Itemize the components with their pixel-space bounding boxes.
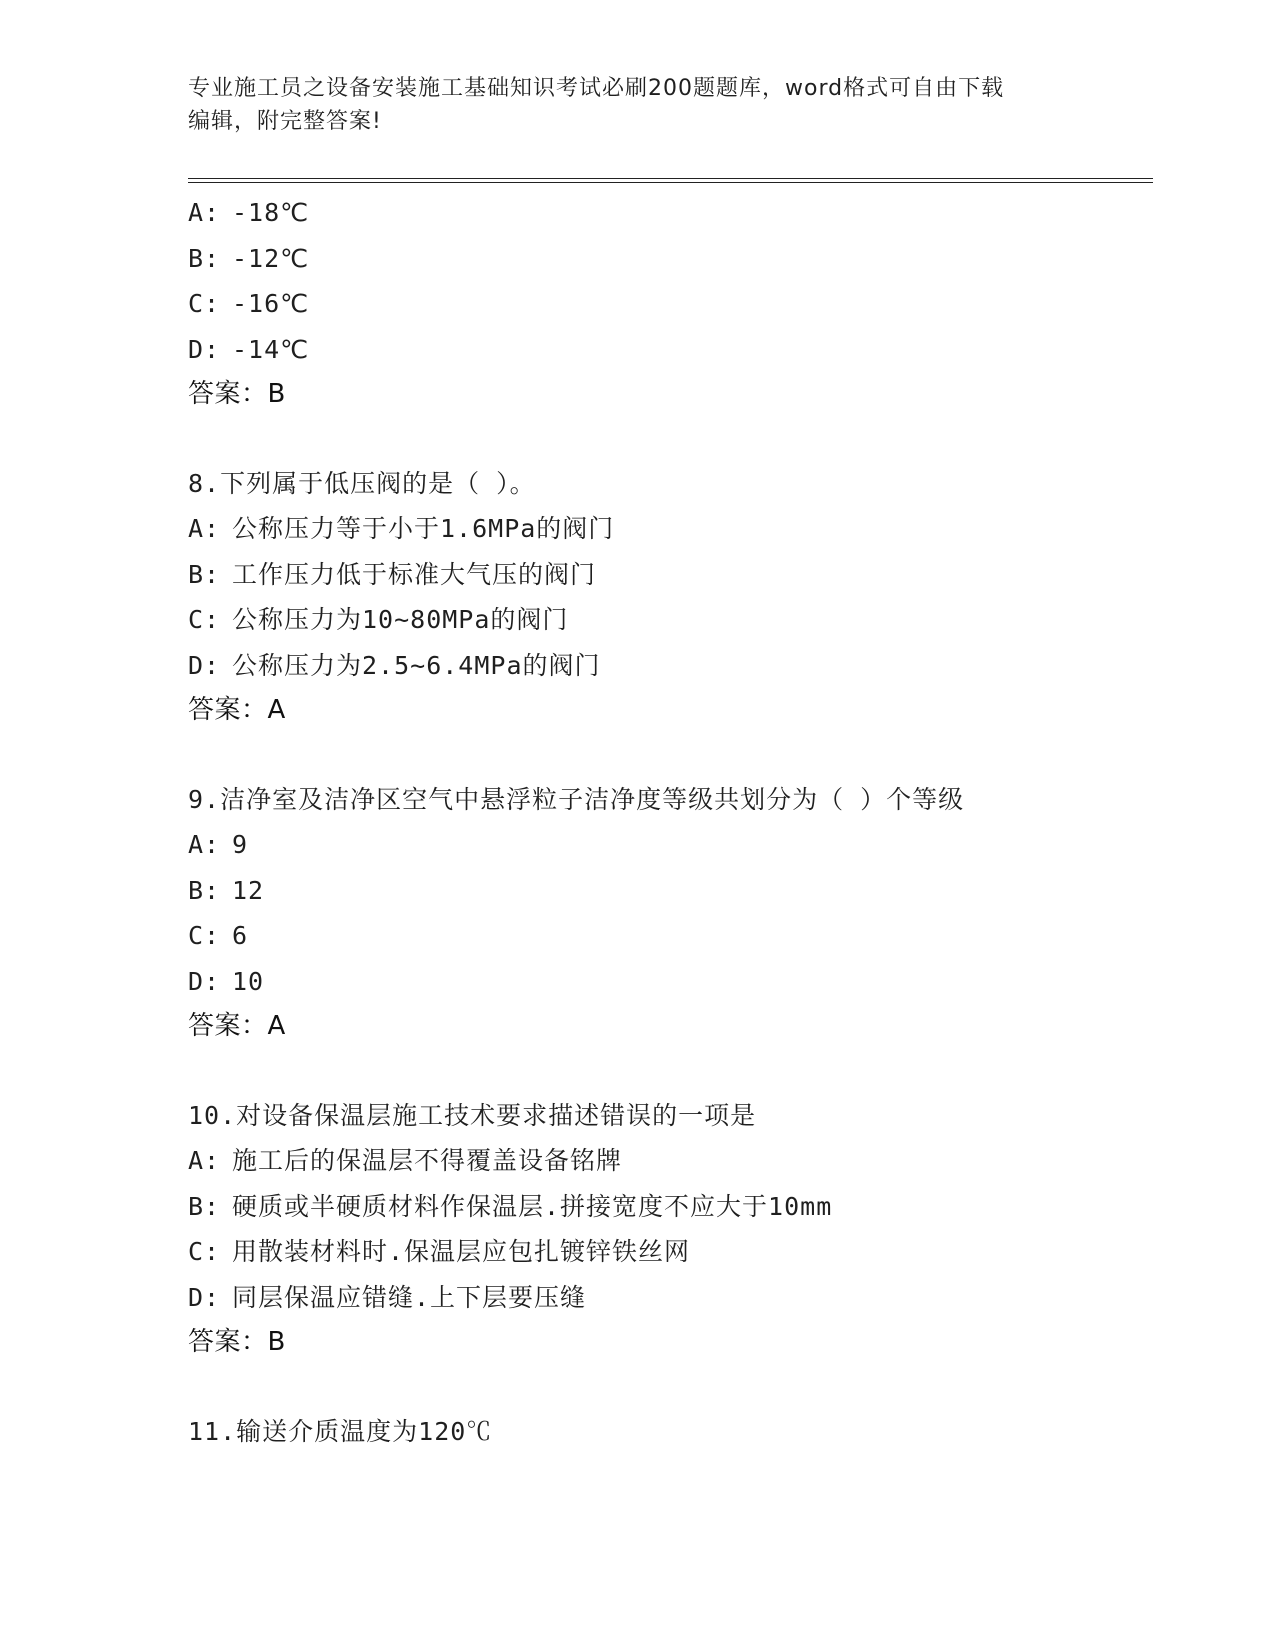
option-a <box>188 506 1148 552</box>
header-divider <box>188 178 1153 183</box>
option-c <box>188 281 1148 327</box>
option-text: 公称压力等于小于1.6MPa的阀门 <box>232 514 615 543</box>
question-8 <box>188 461 1148 734</box>
option-text: 6 <box>232 921 249 950</box>
option-label: C: <box>188 921 221 950</box>
spacer <box>188 734 1148 777</box>
option-c <box>188 913 1148 959</box>
option-d <box>188 959 1148 1005</box>
option-text: 硬质或半硬质材料作保温层.拼接宽度不应大于10mm <box>232 1191 833 1221</box>
question-list <box>188 190 1148 1454</box>
option-label: A: <box>188 198 221 227</box>
option-label: C: <box>188 605 221 634</box>
question-text: 8.下列属于低压阀的是（ ）。 <box>188 468 536 498</box>
header-title-line-2: 编辑，附完整答案! <box>188 109 382 134</box>
answer-line: 答案：A <box>188 695 286 725</box>
question-7 <box>188 190 1148 418</box>
option-b <box>188 236 1148 282</box>
option-text: 公称压力为2.5~6.4MPa的阀门 <box>232 650 601 680</box>
option-text: 用散装材料时.保温层应包扎镀锌铁丝网 <box>232 1237 691 1266</box>
option-text: 同层保温应错缝.上下层要压缝 <box>232 1282 587 1312</box>
option-text: 12 <box>232 875 265 905</box>
option-d <box>188 643 1148 689</box>
question-text: 10.对设备保温层施工技术要求描述错误的一项是 <box>188 1100 757 1130</box>
option-text: -16℃ <box>232 289 310 318</box>
answer-line: 答案：B <box>188 379 286 409</box>
option-text: -12℃ <box>232 243 310 273</box>
question-text: 9.洁净室及洁净区空气中悬浮粒子洁净度等级共划分为（ ）个等级 <box>188 784 965 814</box>
option-label: B: <box>188 1191 221 1221</box>
answer-line: 答案：B <box>188 1327 286 1357</box>
option-text: -18℃ <box>232 198 310 227</box>
option-label: D: <box>188 650 221 680</box>
option-text: 9 <box>232 830 249 859</box>
option-text: -14℃ <box>232 334 310 364</box>
option-label: D: <box>188 966 221 996</box>
option-label: D: <box>188 1282 221 1312</box>
option-a <box>188 190 1148 236</box>
document-header <box>188 72 1088 138</box>
spacer <box>188 1366 1148 1409</box>
option-label: B: <box>188 559 221 589</box>
option-b <box>188 1184 1148 1230</box>
option-text: 工作压力低于标准大气压的阀门 <box>232 559 597 589</box>
option-label: C: <box>188 1237 221 1266</box>
option-label: B: <box>188 243 221 273</box>
option-label: C: <box>188 289 221 318</box>
option-a <box>188 822 1148 868</box>
option-text: 公称压力为10~80MPa的阀门 <box>232 605 569 634</box>
option-label: A: <box>188 830 221 859</box>
option-d <box>188 1275 1148 1321</box>
option-c <box>188 597 1148 643</box>
answer-line: 答案：A <box>188 1011 286 1041</box>
option-label: A: <box>188 1146 221 1175</box>
question-text: 11.输送介质温度为120℃ <box>188 1416 493 1446</box>
header-title-line-1: 专业施工员之设备安装施工基础知识考试必刷200题题库，word格式可自由下载 <box>188 76 1005 101</box>
spacer <box>188 418 1148 461</box>
option-text: 10 <box>232 966 265 996</box>
option-label: B: <box>188 875 221 905</box>
option-label: A: <box>188 514 221 543</box>
option-c <box>188 1229 1148 1275</box>
option-a <box>188 1138 1148 1184</box>
option-d <box>188 327 1148 373</box>
question-9 <box>188 777 1148 1050</box>
option-b <box>188 868 1148 914</box>
option-label: D: <box>188 334 221 364</box>
option-text: 施工后的保温层不得覆盖设备铭牌 <box>232 1146 623 1175</box>
question-11 <box>188 1409 1148 1455</box>
spacer <box>188 1050 1148 1093</box>
option-b <box>188 552 1148 598</box>
question-10 <box>188 1093 1148 1366</box>
